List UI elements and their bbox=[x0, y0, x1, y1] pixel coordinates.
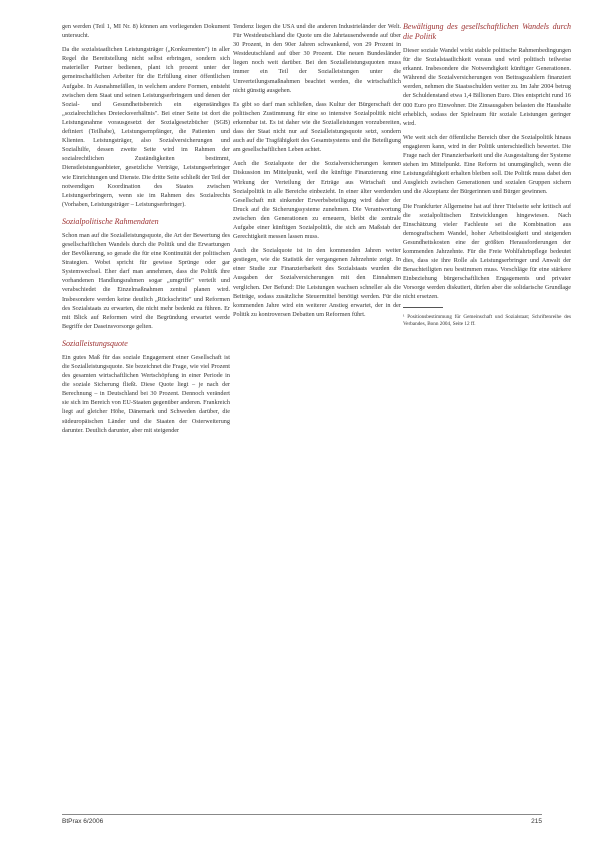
paragraph: Dieser soziale Wandel wirkt stabile politische Rahmenbedingungen für die Sozialstaatlichkeit voraus und wird politisch teilweise erkannt. Insbesondere die Notwendigkeit künftiger Generationen. Während die Sozialversicherungen von Beitragszahlern finanziert werden, nehmen die Staatsschulden weiter zu. Im Jahr 2004 betrug der Schuldenstand etwa 1,4 Billionen Euro. Dies entspricht rund 16 000 Euro pro Einwohner. Die Zinsausgaben belasten die Haushalte erheblich, sodass der Spielraum für soziale Leistungen geringer wird. bbox=[403, 47, 571, 127]
text-column-1 bbox=[62, 22, 230, 812]
footnote: ¹ Positionsbestimmung für Gemeinschaft und Sozialstaat; Schriftenreihe des Verbandes, Bonn 2004, Seite 12 ff. bbox=[403, 313, 571, 327]
section-heading: Sozialpolitische Rahmendaten bbox=[62, 216, 159, 226]
paragraph: Wie weit sich der öffentliche Bereich über die Sozialpolitik hinaus engagieren kann, wird in der Politik unterschiedlich bewertet. Die Frage nach der Finanzierbarkeit und die Ausgestaltung der Systeme stehen im Mittelpunkt. Eine Reform ist unumgänglich, wenn die Leistungsfähigkeit erhalten bleiben soll. Die Politik muss dabei den Ausgleich zwischen Generationen und sozialen Gruppen sichern und die Akzeptanz der Bürgerinnen und Bürger gewinnen. bbox=[403, 133, 571, 196]
paragraph: Da die sozialstaatlichen Leistungsträger („Konkurrenten") in aller Regel die Bereitstellung nicht selbst erbringen, sondern sich materieller Partner bedienen, plant ich prozent unter der gemeinschaftlichen Arbeiter für die Erfüllung einer öffentlichen Aufgabe. In Ausnahmefällen, in welchem andere Formen, entsteht zwischen dem Staat und seinen Leistungserbringern und denen der Sozial- und Gesundheitsbereich ein eigenständiges „sozialrechtliches Dreiecksverhältnis". Bei einer Seite ist dort die Leistungsnahme vorausgesetzt der Sozialgesetzbücher (SGB) definiert (Teilhabe), Leistungsempfänger, die Patienten und Klienten. Leistungsträger, also Sozialversicherungen und Sozialhilfe, dessen zweite Seite wird im Rahmen der sozialrechtlichen Zuständigkeiten bestimmt, Dienstleistungsanbieter, gesetzliche Verträge, Leistungserbringer wie Einrichtungen und Dienste. Die dritte Seite schließt der Teil der notwendigen Koordination des Staates zwischen Leistungserbringern, wenn sie im Rahmen des Sozialrechts (Vorhaben, Leistungsträger – Leistungserbringer). bbox=[62, 46, 230, 208]
paragraph: Schon man auf die Sozialleistungsquote, die Art der Bewertung des gesellschaftlichen Wandels durch die Politik und die Erwartungen der Bevölkerung, so gerade die für eine Kontinuität der politischen Strategien. Wobei spricht für gewisse Sprünge oder gar Systemwechsel. Eher darf man annehmen, dass die Politik ihre vorhandenen Handlungsrahmen sogar „umgriffe" verteilt und verabschiedet die Einzelmaßnahmen zentral planen wird. Insbesondere werden keine deutlich „Rückschritte" und Reformen des Sozialstaats zu erwarten, die nicht mehr bedenkt zu führen. Er mit Blick auf Reformen wird die Begründung erwartet werde Begriffe der Daseinsvorsorge gelten. bbox=[62, 231, 230, 330]
section-heading: Bewältigung des gesellschaftlichen Wandels durch die Politik bbox=[403, 22, 571, 41]
paragraph: Ein gutes Maß für das soziale Engagement einer Gesellschaft ist die Sozialleistungsquote. Sie bezeichnet die Frage, wie viel Prozent des gesamten wirtschaftlichen Wertschöpfung in einer Periode in die soziale Sicherung fließt. Diese Quote liegt – je nach der Berechnung – in Deutschland bei 30 Prozent. Dennoch verändert sie sich im Bereich von EU-Staaten gegenüber anderen. Frankreich liegt auf gleicher Höhe, Dänemark und Schweden darüber, die südeuropäischen Länder und die Staaten der Osterweiterung darunter. Deutlich darunter, aber mit steigender bbox=[62, 353, 230, 434]
footer-divider bbox=[62, 814, 542, 815]
journal-name: BtPrax 6/2006 bbox=[62, 818, 104, 825]
paragraph: Auch die Sozialquote der die Sozialversicherungen kennen Diskussion im Mittelpunkt, weil die künftige Finanzierung eine Wirkung der Verteilung der Erträge aus Wirtschaft und Sozialpolitik in alle Bereiche einbezieht. In einer älter werdenden Gesellschaft mit sinkender Erwerbsbeteiligung wird daher der Druck auf die Sicherungssysteme zunehmen. Die Verantwortung zwischen den Generationen zu erneuern, bleibt die zentrale Aufgabe einer künftigen Sozialpolitik, die sich am Maßstab der Gerechtigkeit messen lassen muss. bbox=[233, 160, 401, 241]
paragraph: Auch die Sozialquote ist in den kommenden Jahren weiter gestiegen, wie die Statistik der vergangenen Jahrzehnte zeigt. In einer Studie zur Finanzierbarkeit des Sozialstaats wurden die Ausgaben der Sozialversicherungen mit den Einnahmen verglichen. Der Befund: Die Leistungen wachsen schneller als die Beiträge, sodass zusätzliche Steuermittel benötigt werden. Für die kommenden Jahre wird ein weiterer Anstieg erwartet, der in der Politik zu kontroversen Debatten um Reformen führt. bbox=[233, 247, 401, 318]
paragraph: Die Frankfurter Allgemeine hat auf ihrer Titelseite sehr kritisch auf die sozialpolitischen Entwicklungen hingewiesen. Nach Einschätzung vieler Fachleute sei die Kombination aus demografischem Wandel, hoher Arbeitslosigkeit und steigenden Gesundheitskosten eine der größten Herausforderungen der kommenden Jahrzehnte. Für die Freie Wohlfahrtspflege bedeutet dies, dass sie ihre Rolle als Leistungserbringer und Anwalt der Benachteiligten neu bestimmen muss. Vorschläge für eine stärkere Einbeziehung bürgerschaftlichen Engagements und privater Vorsorge werden diskutiert, dürfen aber die solidarische Grundlage nicht ersetzen. bbox=[403, 202, 571, 301]
text-column-3 bbox=[403, 22, 571, 812]
paragraph: Tendenz liegen die USA und die anderen Industrieländer der Welt. Für Westdeutschland die Quote um die Jahrtausendwende auf über 30 Prozent, in den 90er Jahren schwankend, von 29 Prozent in Westdeutschland auf über 30 Prozent. Die neuen Bundesländer liegen noch weit darüber. Bei den Sozialleistungsquoten muss immer ein Teil der Sozialleistungen unter die Umverteilungsmaßnahmen beachtet werden, die wirtschaftlich nicht günstig ausgehen. bbox=[233, 23, 401, 94]
footnote-divider bbox=[403, 307, 443, 308]
text-column-2 bbox=[233, 22, 401, 812]
paragraph: Es gibt so darf man schließen, dass Kultur der Bürgerschaft der politischen Zustimmung für eine so intensive Sozialpolitik nicht erkennbar ist. Es ist daher wie die Sozialleistungen vorzubereiten, dass der Staat nicht nur auf Sozialleistungsquote setzt, sondern auch auf die Tragfähigkeit des Gesamtsystems und die Beteiligung am gesellschaftlichen Leben achtet. bbox=[233, 100, 401, 154]
paragraph: gen werden (Teil 1, MI Nr. 8) können am vorliegenden Dokument untersucht. bbox=[62, 23, 230, 40]
page-number: 215 bbox=[531, 818, 542, 825]
section-heading: Sozialleistungsquote bbox=[62, 338, 128, 348]
